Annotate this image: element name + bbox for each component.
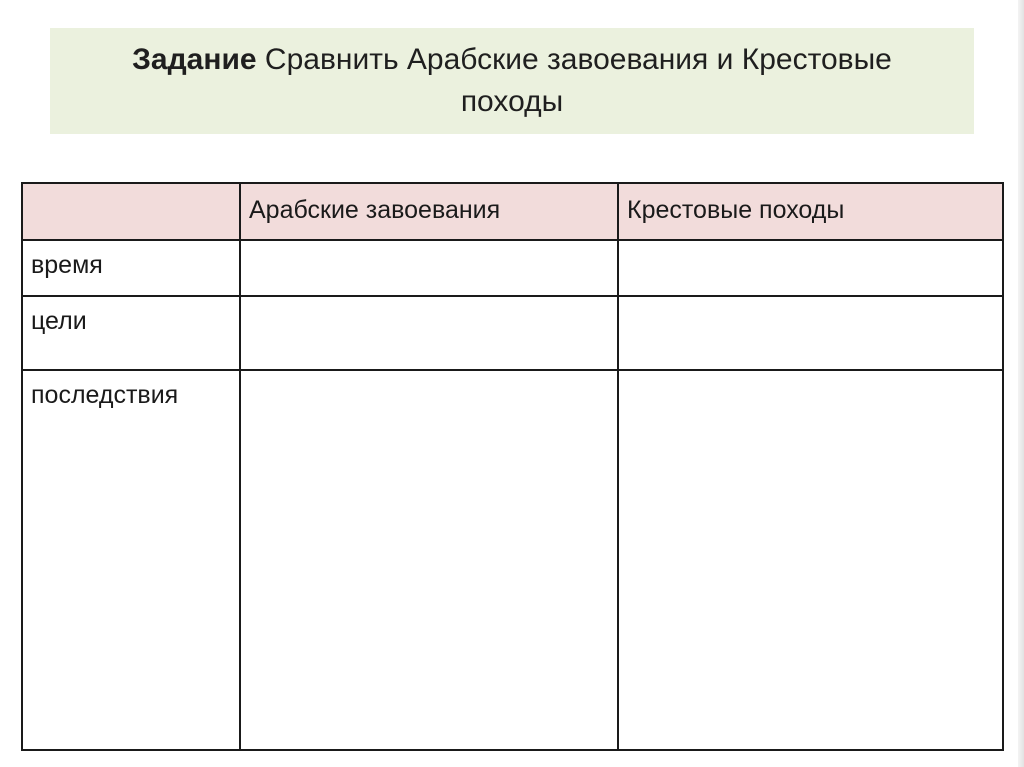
title-bold-word: Задание — [132, 43, 257, 76]
table-cell[interactable] — [240, 240, 618, 296]
table-header-row — [22, 183, 1003, 240]
table-cell[interactable] — [618, 240, 1003, 296]
table-row — [22, 370, 1003, 750]
header-cell-empty — [22, 183, 240, 240]
table-row — [22, 296, 1003, 370]
row-label-goals: цели — [22, 296, 240, 370]
header-cell-crusades: Крестовые походы — [618, 183, 1003, 240]
table-row — [22, 240, 1003, 296]
page-title — [80, 39, 944, 123]
table-cell[interactable] — [618, 370, 1003, 750]
slide-edge-shadow — [1018, 0, 1024, 767]
table-cell[interactable] — [240, 370, 618, 750]
table-cell[interactable] — [618, 296, 1003, 370]
row-label-consequences: последствия — [22, 370, 240, 750]
comparison-table — [21, 182, 1004, 751]
table-cell[interactable] — [240, 296, 618, 370]
header-cell-arab-conquests: Арабские завоевания — [240, 183, 618, 240]
title-rest: Сравнить Арабские завоевания и Крестовые походы — [256, 43, 892, 118]
title-box — [50, 28, 974, 134]
row-label-time: время — [22, 240, 240, 296]
